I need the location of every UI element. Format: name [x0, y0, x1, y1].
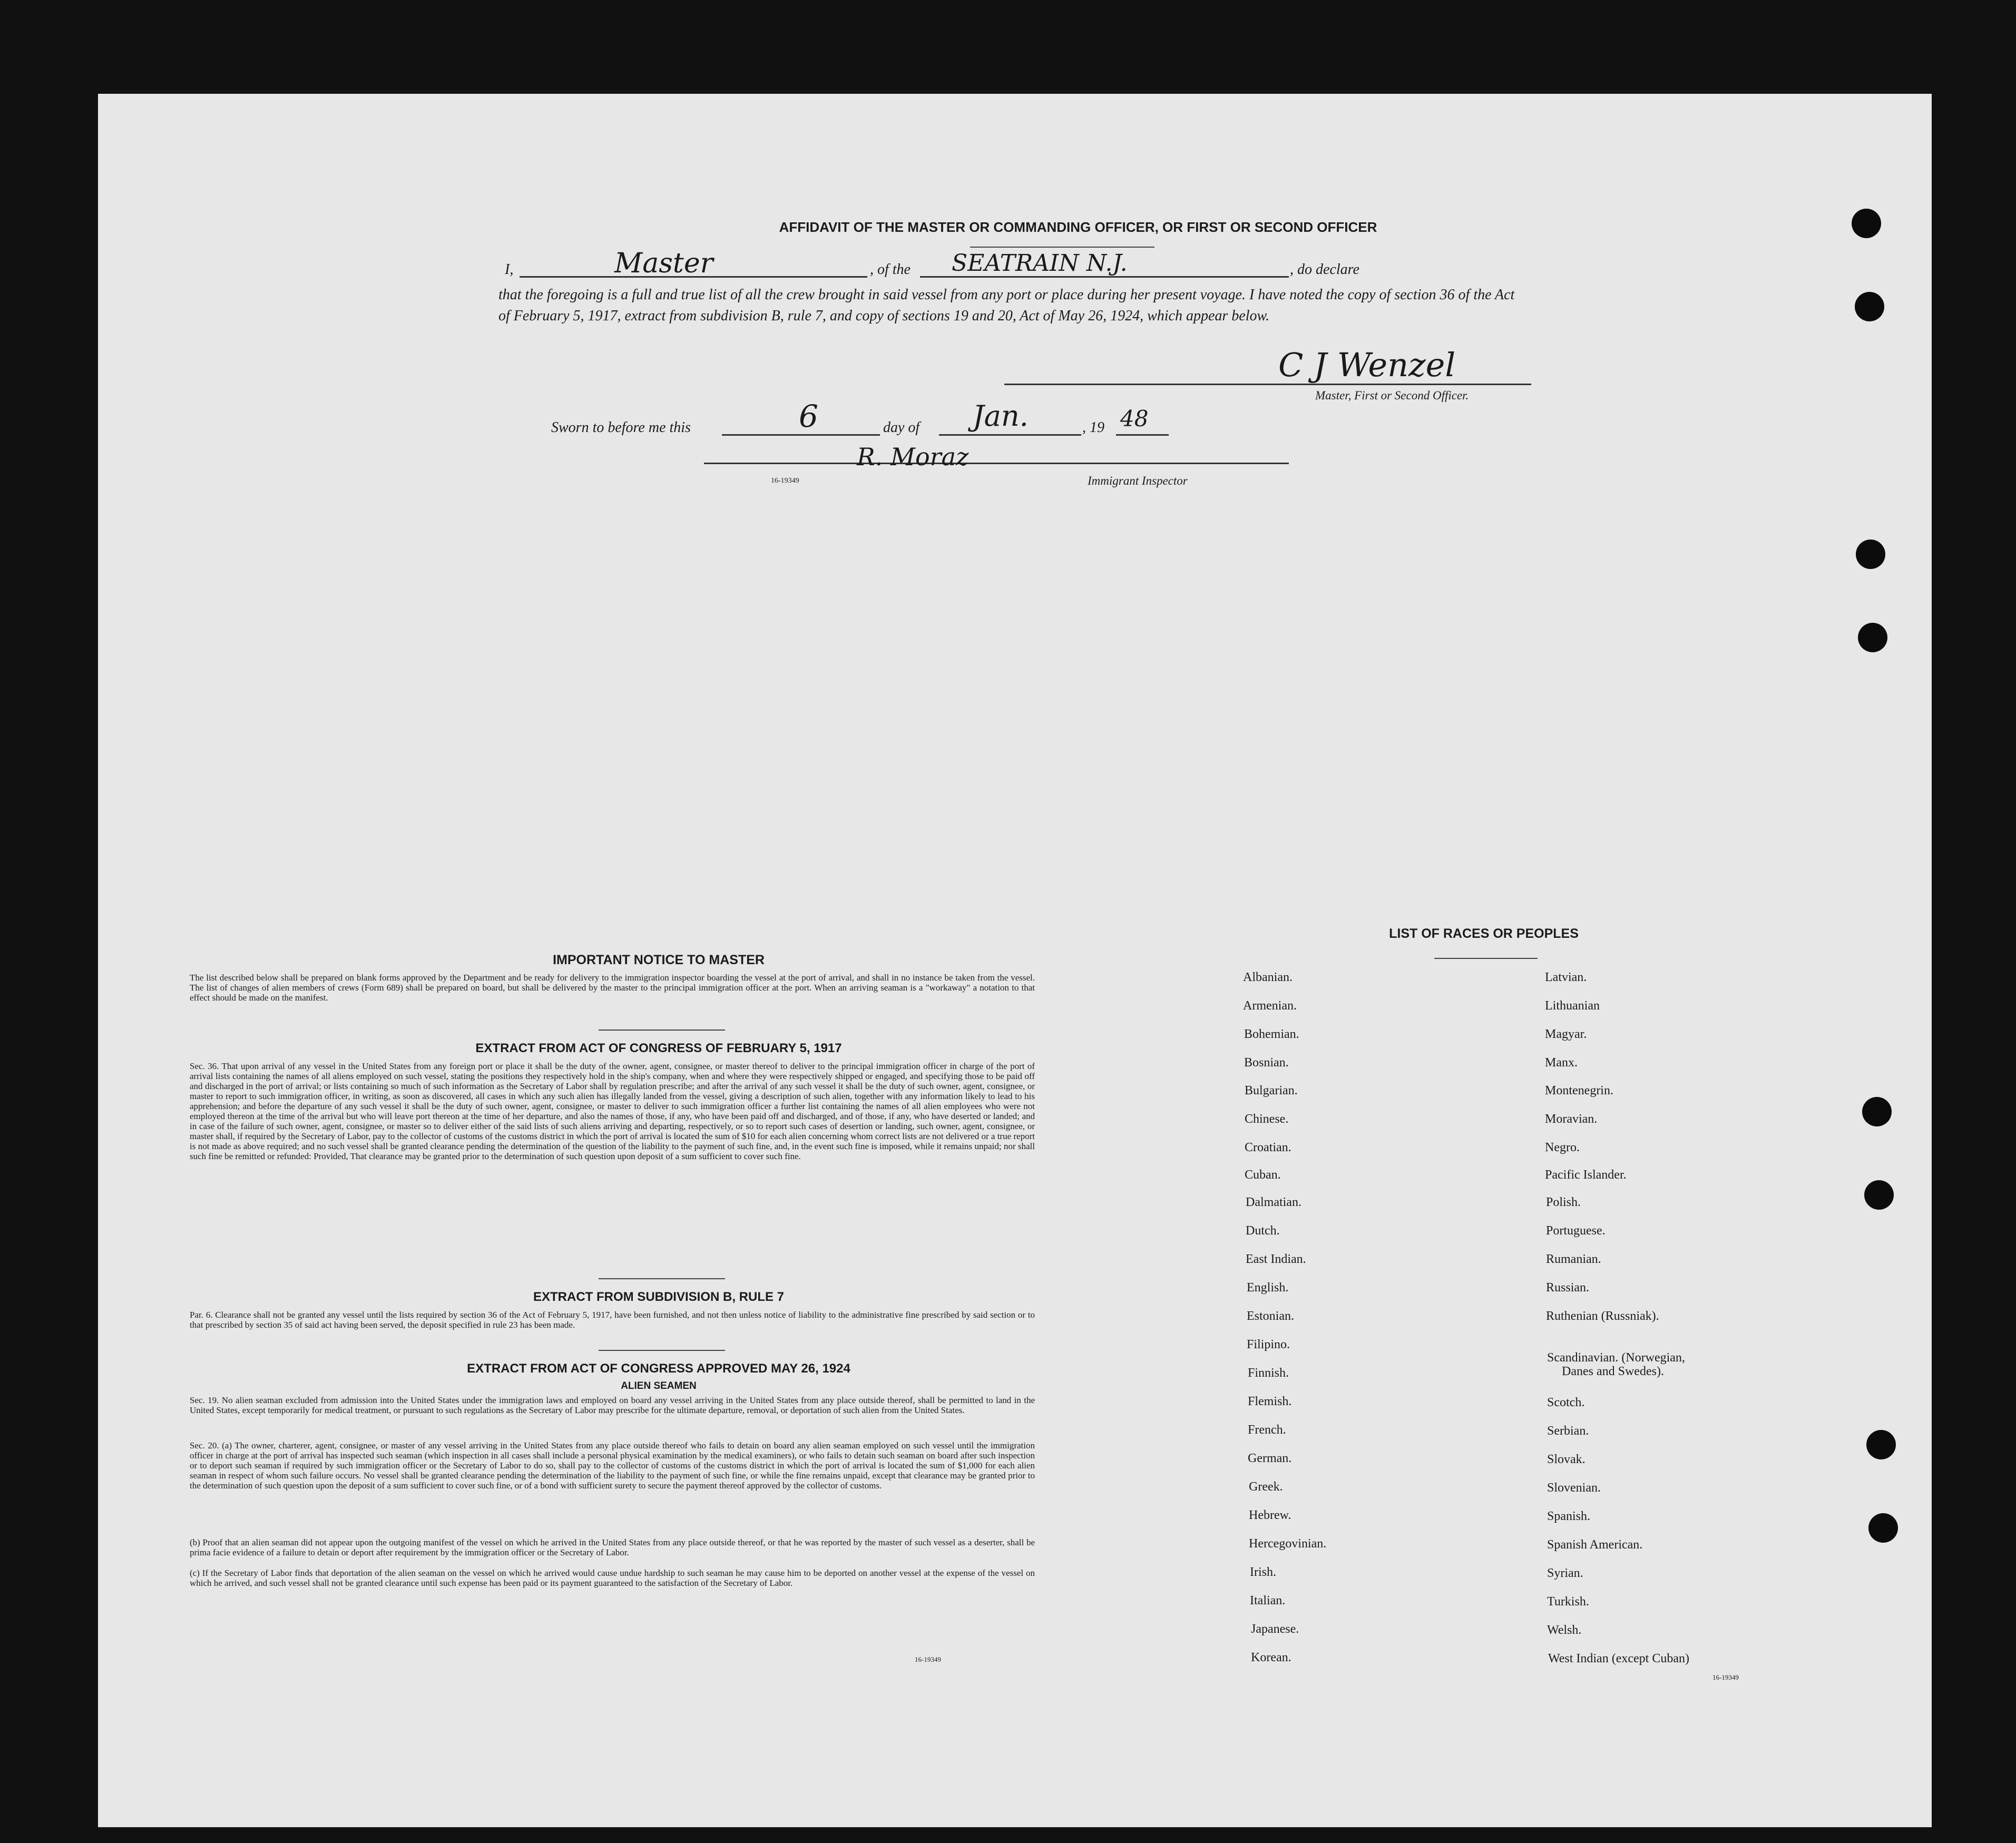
sworn-label: Sworn to before me this	[551, 419, 691, 436]
race-item: Spanish American.	[1547, 1538, 1643, 1552]
race-item: Cuban.	[1245, 1168, 1281, 1182]
race-item: Pacific Islander.	[1545, 1168, 1627, 1182]
title-rule	[970, 247, 1154, 248]
inspector-signature: R. Moraz	[857, 443, 969, 471]
race-item: Slovak.	[1547, 1453, 1586, 1466]
race-item: Spanish.	[1547, 1509, 1591, 1523]
race-item: Dutch.	[1246, 1224, 1280, 1238]
race-item: Dalmatian.	[1246, 1195, 1301, 1209]
extract3-sec20b: (b) Proof that an alien seaman did not appear upon the outgoing manifest of the vessel on which he arrived in the United States from any place outside thereof, or that he was reported by the master of such vessel as a deserter, shall be prima facie evidence of a failure to detain or deport after requirement by the immigration officer or the Secretary of Labor.	[190, 1537, 1035, 1557]
race-item: Ruthenian (Russniak).	[1546, 1309, 1659, 1323]
extract1-title: EXTRACT FROM ACT OF CONGRESS OF FEBRUARY 5, 1917	[475, 1041, 842, 1055]
day-of-label: day of	[883, 419, 920, 436]
rule-1	[599, 1030, 725, 1031]
punch-hole	[1855, 292, 1884, 321]
punch-hole	[1856, 540, 1885, 569]
extract3-sec20c: (c) If the Secretary of Labor finds that deportation of the alien seaman on the vessel on which he arrived would cause undue hardship to such seaman he may cause him to be deported on another vessel at the expense of the vessel on which he arrived, and such vessel shall not be granted clearance until such expense has been paid or its payment guaranteed to the satisfaction of the Secretary of Labor.	[190, 1568, 1035, 1588]
punch-hole	[1864, 1180, 1894, 1210]
race-item: Lithuanian	[1545, 999, 1600, 1013]
extract3-sec20a: Sec. 20. (a) The owner, charterer, agent, consignee, or master of any vessel arriving in the United States from any place outside thereof who fails to detain on board any alien seaman employed on such vessel until the immigration officer in charge at the port of arrival has inspected such seaman (which inspection in all cases shall include a personal physical examination by the medical examiners), or who fails to detain such seaman on board after such inspection or to deport such seaman if required by such immigration officer or the Secretary of Labor to do so, shall pay to the collector of customs of the customs district in which the port of arrival is located the sum of $1,000 for each alien seaman in respect of whom such failure occurs. No vessel shall be granted clearance pending the determination of the liability to the payment of such fine, or while the fine remains unpaid, except that clearance may be granted prior to the determination of such question upon the deposit of a sum sufficient to cover such fine, or of a bond with sufficient surety to secure the payment thereof approved by the collector of customs.	[190, 1440, 1035, 1491]
rule-2	[599, 1278, 725, 1279]
races-rule	[1434, 958, 1538, 959]
races-title: LIST OF RACES OR PEOPLES	[1389, 926, 1579, 941]
punch-hole	[1852, 209, 1881, 238]
month-handwritten: Jan.	[973, 399, 1029, 433]
form-number-top: 16-19349	[771, 477, 799, 485]
race-item: German.	[1248, 1452, 1292, 1465]
punch-hole	[1862, 1097, 1892, 1126]
do-declare-label: , do declare	[1290, 261, 1359, 278]
race-item: Japanese.	[1251, 1622, 1299, 1636]
notice-title: IMPORTANT NOTICE TO MASTER	[553, 953, 765, 967]
rule-3	[599, 1350, 725, 1351]
punch-hole	[1858, 623, 1887, 652]
race-item: Bosnian.	[1244, 1056, 1289, 1070]
race-item: Finnish.	[1248, 1366, 1289, 1380]
year-handwritten: 48	[1120, 406, 1149, 432]
affidavit-title: AFFIDAVIT OF THE MASTER OR COMMANDING OFFICER, OR FIRST OR SECOND OFFICER	[779, 219, 1377, 235]
race-item: Montenegrin.	[1545, 1084, 1613, 1097]
race-item: Danes and Swedes).	[1562, 1365, 1664, 1378]
race-item: Albanian.	[1243, 970, 1293, 984]
race-item: Rumanian.	[1546, 1252, 1601, 1266]
race-item: Hercegovinian.	[1249, 1537, 1327, 1551]
race-item: Latvian.	[1545, 970, 1587, 984]
vessel-handwritten: SEATRAIN N.J.	[952, 250, 1128, 277]
document-page	[98, 94, 1932, 1827]
race-item: Korean.	[1251, 1651, 1291, 1664]
extract2-title: EXTRACT FROM SUBDIVISION B, RULE 7	[533, 1290, 785, 1304]
race-item: Greek.	[1249, 1480, 1283, 1494]
extract1-body: Sec. 36. That upon arrival of any vessel in the United States from any foreign port or place it shall be the duty of the owner, agent, consignee, or master thereof to deliver to the principal immigration officer in charge of the port of arrival lists containing the names of all aliens employed on such vessel, stating the positions they respectively hold in the ship's company, when and where they were respectively shipped or engaged, and specifying those to be paid off and discharged in the port of arrival; or lists containing so much of such information as the Secretary of Labor shall by regulation prescribe; and after the arrival of any such vessel it shall be the duty of such owner, agent, consignee, or master to report to such immigration officer, in writing, as soon as discovered, all cases in which any such alien has illegally landed from the vessel, giving a description of such alien, together with any information likely to lead to his apprehension; and before the departure of any such vessel it shall be the duty of such owner, agent, consignee, or master to deliver to such immigration officer a further list containing the names of all alien employees who were not employed thereon at the time of the arrival but who will leave port thereon at the time of her departure, and also the names of those, if any, who have been paid off and discharged, and of those, if any, who have deserted or landed; and in case of the failure of such owner, agent, consignee, or master so to deliver either of the said lists of such aliens arriving and departing, respectively, or so to report such cases of desertion or landing, such owner, agent, consignee, or master shall, if required by the Secretary of Labor, pay to the collector of customs of the customs district in which the port of arrival is located the sum of $10 for each alien concerning whom correct lists are not delivered or a true report is not made as above required; and no such vessel shall be granted clearance pending the determination of the question of the liability to the payment of such fine, and, in the event such fine is imposed, while it remains unpaid; nor shall such fine be remitted or refunded: Provided, That clearance may be granted prior to the determination of such question upon deposit of a sum sufficient to cover such fine.	[190, 1061, 1035, 1161]
race-item: Manx.	[1545, 1056, 1578, 1070]
race-item: French.	[1248, 1423, 1286, 1437]
affidavit-body: that the foregoing is a full and true list of all the crew brought in said vessel from any port or place during her present voyage. I have noted the copy of section 36 of the Act of February 5, 1917, extract from subdivision B, rule 7, and copy of sections 19 and 20, Act of May 26, 1924, which appear below.	[498, 287, 1515, 324]
race-item: Polish.	[1546, 1195, 1581, 1209]
race-item: Turkish.	[1547, 1595, 1589, 1609]
race-item: West Indian (except Cuban)	[1548, 1652, 1689, 1665]
extract2-body: Par. 6. Clearance shall not be granted any vessel until the lists required by section 36 of the Act of February 5, 1917, have been furnished, and not then unless notice of liability to the administrative fine prescribed by said section or to that prescribed by section 35 of said act having been served, the deposit specified in rule 23 has been made.	[190, 1310, 1035, 1330]
race-item: Magyar.	[1545, 1027, 1587, 1041]
race-item: Syrian.	[1547, 1566, 1583, 1580]
master-handwritten: Master	[614, 248, 713, 279]
race-item: Moravian.	[1545, 1112, 1598, 1126]
race-item: Estonian.	[1247, 1309, 1294, 1323]
race-item: Serbian.	[1547, 1424, 1589, 1438]
race-item: Slovenian.	[1547, 1481, 1601, 1495]
inspector-caption: Immigrant Inspector	[1088, 474, 1188, 487]
form-number-right: 16-19349	[1712, 1673, 1739, 1681]
of-the-label: , of the	[870, 261, 911, 278]
extract3-title: EXTRACT FROM ACT OF CONGRESS APPROVED MAY 26, 1924	[467, 1361, 850, 1376]
punch-hole	[1866, 1430, 1896, 1459]
inspector-line	[704, 450, 1289, 464]
signature-caption: Master, First or Second Officer.	[1315, 389, 1469, 402]
race-item: English.	[1247, 1281, 1289, 1295]
race-item: Irish.	[1250, 1565, 1276, 1579]
notice-body: The list described below shall be prepared on blank forms approved by the Department and be ready for delivery to the immigration inspector boarding the vessel at the port of arrival, and shall in no instance be taken from the vessel. The list of changes of alien members of crews (Form 689) shall be prepared on board, but shall be delivered by the master to the principal immigration officer at the port. When an arriving seaman is a "workaway" a notation to that effect should be made on the manifest.	[190, 973, 1035, 1003]
race-item: Chinese.	[1245, 1112, 1289, 1126]
race-item: Italian.	[1250, 1594, 1286, 1607]
race-item: Negro.	[1545, 1141, 1580, 1154]
race-item: Scandinavian. (Norwegian,	[1547, 1351, 1685, 1365]
race-item: Bohemian.	[1244, 1027, 1299, 1041]
extract3-sec19: Sec. 19. No alien seaman excluded from admission into the United States under the immigration laws and employed on board any vessel arriving in the United States from any place outside thereof, shall be permitted to land in the United States, except temporarily for medical treatment, or pursuant to such regulations as the Secretary of Labor may prescribe for the ultimate departure, removal, or deportation of such alien from the United States.	[190, 1395, 1035, 1415]
day-handwritten: 6	[799, 398, 818, 434]
extract3-subtitle: ALIEN SEAMEN	[621, 1380, 697, 1391]
race-item: Flemish.	[1248, 1395, 1292, 1408]
race-item: Welsh.	[1547, 1623, 1582, 1637]
i-label: I,	[505, 261, 514, 278]
race-item: Filipino.	[1247, 1338, 1290, 1351]
race-item: Bulgarian.	[1245, 1084, 1298, 1097]
race-item: Russian.	[1546, 1281, 1590, 1295]
race-item: Armenian.	[1243, 999, 1297, 1013]
race-item: Croatian.	[1245, 1141, 1291, 1154]
year-prefix: , 19	[1082, 419, 1104, 436]
race-item: Scotch.	[1547, 1396, 1585, 1409]
signature: C J Wenzel	[1278, 346, 1456, 384]
punch-hole	[1868, 1513, 1898, 1543]
race-item: Hebrew.	[1249, 1508, 1291, 1522]
race-item: East Indian.	[1246, 1252, 1306, 1266]
race-item: Portuguese.	[1546, 1224, 1606, 1238]
form-number-left: 16-19349	[915, 1655, 941, 1663]
